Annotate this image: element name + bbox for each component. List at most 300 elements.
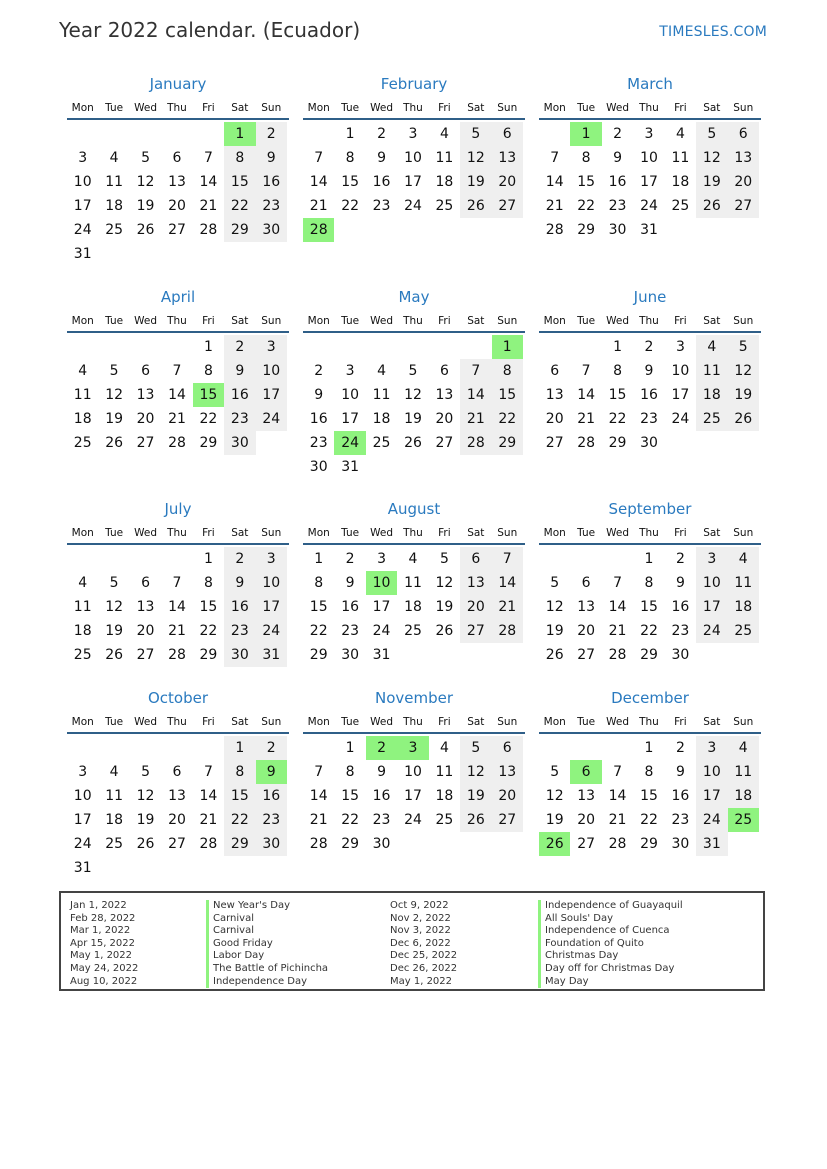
weekday-label: Thu xyxy=(639,716,659,728)
weekday-label: Thu xyxy=(167,527,187,539)
day-cell: 7 xyxy=(460,359,491,383)
weekday-label: Fri xyxy=(674,527,687,539)
day-cell: 31 xyxy=(256,643,287,667)
weekday-label: Fri xyxy=(202,315,215,327)
weekday-label: Tue xyxy=(105,315,124,327)
day-cell: 17 xyxy=(73,812,92,828)
day-cell: 11 xyxy=(435,764,454,780)
weekday-label: Mon xyxy=(543,716,566,728)
day-cell: 8 xyxy=(224,146,255,170)
day-cell: 15 xyxy=(640,599,658,615)
day-cell: 29 xyxy=(640,647,658,663)
day-cell: 26 xyxy=(105,435,124,451)
day-cell: 23 xyxy=(256,808,287,832)
day-cell: 20 xyxy=(168,812,186,828)
weekday-label: Thu xyxy=(167,315,187,327)
day-cell: 30 xyxy=(309,459,328,475)
day-cell: 28 xyxy=(168,647,186,663)
legend-holiday-name: Independence of Guayaquil xyxy=(538,900,683,913)
day-cell: 5 xyxy=(141,150,151,166)
day-grid xyxy=(67,736,289,880)
weekday-label: Sun xyxy=(261,716,282,728)
day-cell: 28 xyxy=(168,435,186,451)
month-title: March xyxy=(627,75,673,93)
weekday-label: Fri xyxy=(202,716,215,728)
day-cell: 26 xyxy=(136,222,155,238)
day-cell: 24 xyxy=(404,198,422,214)
day-cell: 18 xyxy=(728,595,759,619)
legend-holiday-name: Carnival xyxy=(206,925,328,938)
day-cell: 16 xyxy=(309,411,328,427)
day-cell: 10 xyxy=(640,150,658,166)
day-cell: 22 xyxy=(224,808,255,832)
weekday-label: Mon xyxy=(307,716,330,728)
weekday-label: Mon xyxy=(71,102,94,114)
month-july xyxy=(67,495,289,667)
day-cell: 21 xyxy=(545,198,564,214)
day-cell: 13 xyxy=(168,174,186,190)
weekday-label: Thu xyxy=(639,527,659,539)
day-cell: 9 xyxy=(675,764,685,780)
day-cell: 24 xyxy=(640,198,658,214)
weekday-label: Tue xyxy=(577,716,596,728)
day-cell: 14 xyxy=(309,788,328,804)
day-cell: 22 xyxy=(640,623,658,639)
day-cell: 2 xyxy=(613,126,623,142)
day-cell: 19 xyxy=(404,411,422,427)
weekday-label: Sun xyxy=(497,527,518,539)
day-cell: 24 xyxy=(404,812,422,828)
legend-holiday-name: All Souls' Day xyxy=(538,913,683,926)
day-cell: 9 xyxy=(256,146,287,170)
day-cell: 23 xyxy=(224,619,255,643)
weekday-label: Fri xyxy=(438,716,451,728)
day-grid xyxy=(539,736,761,856)
day-cell: 31 xyxy=(341,459,360,475)
day-cell: 31 xyxy=(372,647,391,663)
holiday-day-cell: 24 xyxy=(334,431,365,455)
month-title: November xyxy=(374,689,454,707)
day-cell: 26 xyxy=(435,623,454,639)
day-cell: 7 xyxy=(203,764,213,780)
day-cell: 10 xyxy=(696,571,727,595)
day-cell: 25 xyxy=(728,619,759,643)
day-cell: 11 xyxy=(372,387,391,403)
weekday-label: Thu xyxy=(167,716,187,728)
day-cell: 4 xyxy=(109,150,119,166)
day-cell: 11 xyxy=(105,174,124,190)
day-cell: 2 xyxy=(256,736,287,760)
day-cell: 31 xyxy=(696,832,727,856)
weekday-label: Sat xyxy=(703,716,721,728)
day-cell: 20 xyxy=(577,623,596,639)
day-cell: 11 xyxy=(73,387,92,403)
day-cell: 24 xyxy=(73,836,92,852)
day-cell: 12 xyxy=(136,788,155,804)
day-cell: 15 xyxy=(309,599,328,615)
day-grid xyxy=(67,122,289,266)
day-cell: 19 xyxy=(460,170,491,194)
weekday-label: Tue xyxy=(577,315,596,327)
day-cell: 29 xyxy=(608,435,627,451)
day-cell: 2 xyxy=(675,551,685,567)
day-cell: 30 xyxy=(608,222,627,238)
day-cell: 2 xyxy=(224,335,255,359)
month-february xyxy=(303,70,525,242)
day-cell: 18 xyxy=(73,623,92,639)
day-cell: 6 xyxy=(728,122,759,146)
weekday-label: Wed xyxy=(370,527,393,539)
day-cell: 5 xyxy=(696,122,727,146)
day-cell: 21 xyxy=(608,812,627,828)
legend-holiday-name: Independence Day xyxy=(206,976,328,989)
day-cell: 5 xyxy=(550,575,560,591)
day-cell: 13 xyxy=(435,387,454,403)
day-grid xyxy=(539,122,761,242)
day-cell: 4 xyxy=(408,551,418,567)
day-cell: 26 xyxy=(545,647,564,663)
day-cell: 21 xyxy=(199,198,218,214)
day-cell: 24 xyxy=(372,623,391,639)
day-cell: 22 xyxy=(640,812,658,828)
day-cell: 19 xyxy=(136,812,155,828)
day-cell: 30 xyxy=(671,647,690,663)
day-grid xyxy=(303,547,525,667)
day-cell: 22 xyxy=(199,411,218,427)
day-cell: 22 xyxy=(309,623,328,639)
month-april xyxy=(67,283,289,455)
weekday-label: Wed xyxy=(134,315,157,327)
weekday-label: Sat xyxy=(231,102,249,114)
month-title: February xyxy=(380,75,448,93)
day-cell: 30 xyxy=(224,643,255,667)
day-cell: 12 xyxy=(105,599,124,615)
day-cell: 19 xyxy=(105,623,124,639)
weekday-label: Sun xyxy=(497,102,518,114)
weekday-header xyxy=(539,712,761,734)
day-cell: 7 xyxy=(613,575,623,591)
day-cell: 18 xyxy=(105,812,124,828)
day-cell: 16 xyxy=(640,387,658,403)
day-cell: 17 xyxy=(404,788,422,804)
day-cell: 25 xyxy=(105,836,124,852)
day-cell: 25 xyxy=(404,623,422,639)
weekday-label: Thu xyxy=(403,527,423,539)
legend-date: Dec 25, 2022 xyxy=(390,950,458,962)
holiday-day-cell: 2 xyxy=(366,736,397,760)
day-cell: 25 xyxy=(435,812,454,828)
day-cell: 7 xyxy=(550,150,560,166)
day-cell: 17 xyxy=(404,174,422,190)
day-cell: 14 xyxy=(460,383,491,407)
day-cell: 28 xyxy=(545,222,564,238)
day-cell: 8 xyxy=(492,359,523,383)
weekday-label: Sat xyxy=(703,527,721,539)
holiday-day-cell: 1 xyxy=(492,335,523,359)
weekday-label: Sun xyxy=(261,527,282,539)
day-cell: 13 xyxy=(492,146,523,170)
day-cell: 5 xyxy=(460,736,491,760)
day-cell: 6 xyxy=(141,575,151,591)
day-cell: 3 xyxy=(644,126,654,142)
day-cell: 9 xyxy=(224,571,255,595)
weekday-label: Fri xyxy=(438,315,451,327)
day-cell: 20 xyxy=(435,411,454,427)
day-cell: 30 xyxy=(372,836,391,852)
weekday-label: Fri xyxy=(438,102,451,114)
weekday-label: Thu xyxy=(403,716,423,728)
day-cell: 4 xyxy=(109,764,119,780)
day-cell: 5 xyxy=(141,764,151,780)
day-cell: 9 xyxy=(377,764,387,780)
legend-date: Apr 15, 2022 xyxy=(70,937,136,949)
day-cell: 3 xyxy=(377,551,387,567)
day-cell: 27 xyxy=(577,647,596,663)
day-cell: 21 xyxy=(309,812,328,828)
day-cell: 14 xyxy=(492,571,523,595)
month-title: April xyxy=(160,288,196,306)
day-cell: 15 xyxy=(224,784,255,808)
day-cell: 29 xyxy=(577,222,596,238)
day-cell: 23 xyxy=(224,407,255,431)
weekday-label: Sun xyxy=(733,527,754,539)
day-cell: 3 xyxy=(675,339,685,355)
day-cell: 19 xyxy=(105,411,124,427)
day-cell: 13 xyxy=(136,387,155,403)
day-cell: 25 xyxy=(671,198,690,214)
day-cell: 28 xyxy=(608,647,627,663)
day-cell: 1 xyxy=(345,740,355,756)
day-cell: 28 xyxy=(577,435,596,451)
weekday-label: Sat xyxy=(231,527,249,539)
weekday-label: Wed xyxy=(134,527,157,539)
day-cell: 2 xyxy=(644,339,654,355)
day-cell: 3 xyxy=(696,547,727,571)
day-cell: 22 xyxy=(199,623,218,639)
day-cell: 17 xyxy=(256,383,287,407)
day-cell: 9 xyxy=(377,150,387,166)
day-cell: 8 xyxy=(203,575,213,591)
day-cell: 14 xyxy=(608,788,627,804)
holiday-day-cell: 10 xyxy=(366,571,397,595)
weekday-label: Sun xyxy=(733,716,754,728)
month-title: September xyxy=(608,500,692,518)
day-cell: 27 xyxy=(435,435,454,451)
day-cell: 10 xyxy=(404,764,422,780)
month-january xyxy=(67,70,289,266)
day-cell: 26 xyxy=(404,435,422,451)
day-grid xyxy=(539,547,761,667)
day-cell: 27 xyxy=(545,435,564,451)
day-cell: 21 xyxy=(168,411,186,427)
day-cell: 12 xyxy=(460,760,491,784)
weekday-label: Mon xyxy=(307,102,330,114)
legend-date: Nov 2, 2022 xyxy=(390,912,451,924)
day-cell: 14 xyxy=(608,599,627,615)
day-cell: 28 xyxy=(199,836,218,852)
day-cell: 19 xyxy=(545,623,564,639)
weekday-header xyxy=(67,311,289,333)
day-cell: 11 xyxy=(435,150,454,166)
day-cell: 6 xyxy=(141,363,151,379)
weekday-label: Tue xyxy=(105,102,124,114)
day-cell: 20 xyxy=(168,198,186,214)
day-cell: 1 xyxy=(613,339,623,355)
day-cell: 21 xyxy=(309,198,328,214)
day-cell: 13 xyxy=(136,599,155,615)
day-cell: 8 xyxy=(224,760,255,784)
weekday-label: Wed xyxy=(606,315,629,327)
holiday-day-cell: 1 xyxy=(224,122,255,146)
day-cell: 23 xyxy=(671,623,690,639)
day-cell: 18 xyxy=(435,788,454,804)
day-cell: 23 xyxy=(372,198,391,214)
month-november xyxy=(303,684,525,856)
weekday-label: Wed xyxy=(606,527,629,539)
day-cell: 14 xyxy=(199,174,218,190)
weekday-header xyxy=(539,311,761,333)
day-cell: 8 xyxy=(644,575,654,591)
holiday-day-cell: 6 xyxy=(570,760,601,784)
legend-holiday-name: The Battle of Pichincha xyxy=(206,963,328,976)
weekday-header xyxy=(303,98,525,120)
day-cell: 23 xyxy=(341,623,360,639)
weekday-label: Sat xyxy=(231,315,249,327)
holiday-day-cell: 3 xyxy=(397,736,428,760)
day-cell: 17 xyxy=(341,411,360,427)
weekday-label: Fri xyxy=(202,527,215,539)
day-cell: 4 xyxy=(439,740,449,756)
day-cell: 18 xyxy=(671,174,690,190)
day-cell: 1 xyxy=(203,551,213,567)
day-cell: 16 xyxy=(224,595,255,619)
day-cell: 25 xyxy=(105,222,124,238)
weekday-label: Thu xyxy=(639,315,659,327)
legend-date: May 1, 2022 xyxy=(390,975,453,987)
weekday-label: Wed xyxy=(134,102,157,114)
day-cell: 13 xyxy=(545,387,564,403)
day-cell: 3 xyxy=(408,126,418,142)
day-cell: 4 xyxy=(78,363,88,379)
day-cell: 25 xyxy=(696,407,727,431)
day-cell: 2 xyxy=(675,740,685,756)
weekday-label: Tue xyxy=(105,716,124,728)
weekday-label: Sun xyxy=(497,716,518,728)
month-august xyxy=(303,495,525,667)
legend-date: Dec 6, 2022 xyxy=(390,937,451,949)
day-cell: 30 xyxy=(256,218,287,242)
day-cell: 31 xyxy=(73,246,92,262)
day-cell: 16 xyxy=(372,174,391,190)
day-cell: 2 xyxy=(377,126,387,142)
weekday-label: Thu xyxy=(639,102,659,114)
day-cell: 27 xyxy=(492,808,523,832)
weekday-label: Sat xyxy=(703,102,721,114)
day-cell: 6 xyxy=(581,575,591,591)
day-cell: 29 xyxy=(309,647,328,663)
day-grid xyxy=(67,335,289,455)
day-cell: 16 xyxy=(256,784,287,808)
legend-date: Jan 1, 2022 xyxy=(70,900,127,911)
day-cell: 3 xyxy=(256,547,287,571)
day-cell: 19 xyxy=(136,198,155,214)
weekday-header xyxy=(539,98,761,120)
weekday-label: Tue xyxy=(341,527,360,539)
day-cell: 31 xyxy=(73,860,92,876)
day-cell: 19 xyxy=(696,170,727,194)
day-cell: 30 xyxy=(256,832,287,856)
day-cell: 11 xyxy=(73,599,92,615)
weekday-label: Sat xyxy=(467,716,485,728)
weekday-label: Tue xyxy=(105,527,124,539)
day-cell: 2 xyxy=(256,122,287,146)
day-cell: 1 xyxy=(224,736,255,760)
day-cell: 22 xyxy=(224,194,255,218)
day-cell: 27 xyxy=(168,222,186,238)
day-cell: 20 xyxy=(136,623,155,639)
day-cell: 21 xyxy=(577,411,596,427)
weekday-label: Sun xyxy=(261,102,282,114)
day-cell: 18 xyxy=(404,599,422,615)
day-cell: 9 xyxy=(644,363,654,379)
legend-holiday-name: Day off for Christmas Day xyxy=(538,963,683,976)
day-cell: 25 xyxy=(435,198,454,214)
day-cell: 29 xyxy=(199,647,218,663)
day-cell: 24 xyxy=(256,619,287,643)
weekday-label: Mon xyxy=(543,527,566,539)
legend-date: Nov 3, 2022 xyxy=(390,925,451,937)
day-cell: 29 xyxy=(341,836,360,852)
day-cell: 12 xyxy=(136,174,155,190)
day-cell: 14 xyxy=(545,174,564,190)
day-grid xyxy=(303,122,525,242)
holiday-day-cell: 28 xyxy=(303,218,334,242)
day-cell: 4 xyxy=(439,126,449,142)
day-cell: 25 xyxy=(73,647,92,663)
day-cell: 6 xyxy=(172,150,182,166)
day-cell: 25 xyxy=(73,435,92,451)
day-cell: 3 xyxy=(696,736,727,760)
site-link[interactable]: TIMESLES.COM xyxy=(659,24,767,40)
day-cell: 12 xyxy=(545,599,564,615)
day-cell: 2 xyxy=(224,547,255,571)
day-cell: 18 xyxy=(73,411,92,427)
day-cell: 6 xyxy=(172,764,182,780)
day-cell: 29 xyxy=(199,435,218,451)
day-cell: 11 xyxy=(696,359,727,383)
day-cell: 13 xyxy=(460,571,491,595)
month-title: June xyxy=(633,288,667,306)
weekday-label: Wed xyxy=(134,716,157,728)
day-cell: 24 xyxy=(696,619,727,643)
weekday-label: Wed xyxy=(370,315,393,327)
day-cell: 15 xyxy=(341,788,360,804)
weekday-label: Fri xyxy=(674,102,687,114)
day-cell: 27 xyxy=(577,836,596,852)
day-cell: 9 xyxy=(613,150,623,166)
weekday-label: Sun xyxy=(733,315,754,327)
day-cell: 4 xyxy=(78,575,88,591)
day-cell: 11 xyxy=(105,788,124,804)
holiday-day-cell: 9 xyxy=(256,760,287,784)
day-cell: 18 xyxy=(728,784,759,808)
day-cell: 26 xyxy=(136,836,155,852)
day-cell: 8 xyxy=(345,150,355,166)
day-cell: 27 xyxy=(136,435,155,451)
day-cell: 10 xyxy=(73,174,92,190)
day-cell: 10 xyxy=(696,760,727,784)
day-cell: 8 xyxy=(644,764,654,780)
